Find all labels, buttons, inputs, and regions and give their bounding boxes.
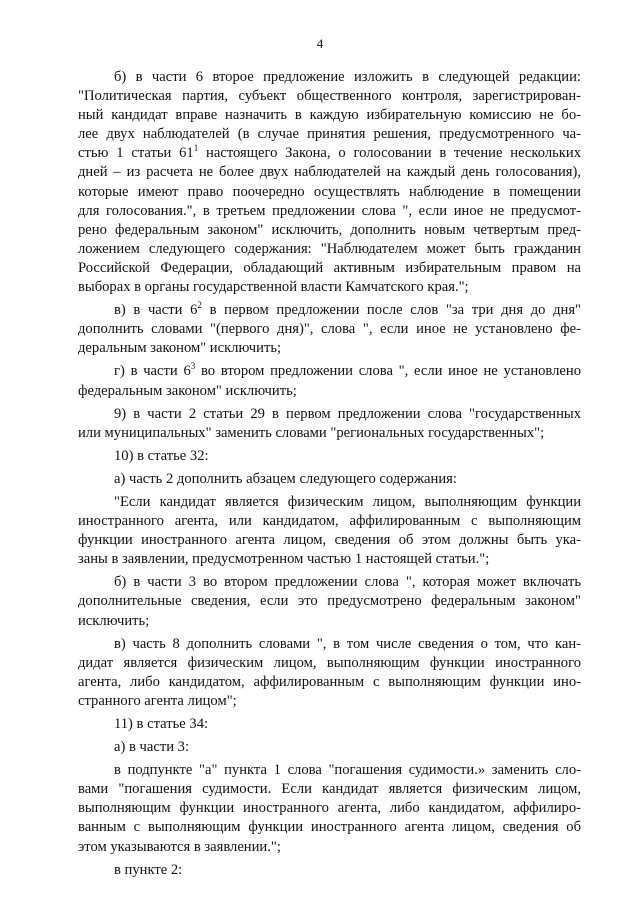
paragraph-line: которые имеют право поочередно осуществлять наблюдение в помещении [78,183,581,200]
paragraph-line: в подпункте "а" пункта 1 слова "погашения судимости.» заменить сло- [114,762,581,779]
paragraph-line: федеральным законом" исключить; [78,382,297,399]
text-run: в первом предложении после слов "за три дня до дня" [201,302,581,319]
paragraph-line: дней – из расчета не более двух наблюдателей на каждый день голосования), [78,164,581,181]
paragraph-line: б) в части 6 второе предложение изложить в следующей редакции: [114,69,581,85]
paragraph-line: агента, либо кандидатом, аффилированным с выполняющим функции ино- [78,673,581,690]
paragraph-line: заны в заявлении, предусмотренном частью 1 настоящей статьи."; [78,551,490,568]
paragraph-line: 11) в статье 34: [114,716,209,732]
paragraph-line: ложением следующего содержания: "Наблюдателем может быть гражданин [78,240,581,257]
paragraph-line: странного агента лицом"; [78,692,237,709]
document-body [78,68,581,880]
paragraph-line [78,144,581,163]
paragraph-line: функции иностранного агента лицом, сведения об этом должны быть ука- [78,532,581,549]
text-run: настоящего Закона, о голосовании в течение нескольких [198,145,581,162]
paragraph-line: для голосования.", в третьем предложении слова ", если иное не предусмот- [78,202,581,219]
paragraph-line: ный кандидат вправе назначить в каждую избирательную комиссию не бо- [78,107,581,124]
paragraph-line: 9) в части 2 статьи 29 в первом предложении слова "государственных [114,405,581,422]
paragraph-line: лее двух наблюдателей (в случае принятия решения, предусмотренного ча- [78,126,581,143]
paragraph-line: иностранного агента, или кандидатом, аффилированным с выполняющим [78,513,581,530]
superscript: 2 [197,300,202,311]
paragraph-line: деральным законом" исключить; [78,340,282,357]
paragraph-line: а) в части 3: [114,739,190,756]
paragraph-line: дидат является физическим лицом, выполняющим функции иностранного [78,654,581,671]
text-run: г) в части 6 [114,363,191,380]
superscript: 1 [193,143,199,154]
paragraph-line: выборах в органы государственной власти Камчатского края."; [78,279,469,296]
superscript: 3 [190,361,196,372]
text-run: в) в части 6 [114,302,198,319]
paragraph-line: а) часть 2 дополнить абзацем следующего содержания: [114,470,457,487]
paragraph-line: "Если кандидат является физическим лицом, выполняющим функции [114,493,581,510]
paragraph-line: ванным с выполняющим функции иностранного агента лицом, сведения об [78,819,581,836]
paragraph-line: выполняющим функции иностранного агента, либо кандидатом, аффилиро- [78,800,581,817]
paragraph-line: Российской Федерации, обладающий активным избирательным правом на [78,259,581,276]
text-run: стью 1 статьи 61 [78,145,194,162]
paragraph-line [78,362,581,381]
paragraph-line: "Политическая партия, субъект общественного контроля, зарегистрирован- [78,88,581,105]
page-number: 4 [316,36,324,51]
paragraph-line: дополнительные сведения, если это предусмотрено федеральным законом" [78,593,581,610]
paragraph-line: рено федеральным законом" исключить, дополнить новым четвертым пред- [78,221,581,238]
paragraph-line: в пункте 2: [114,861,183,878]
paragraph-line: 10) в статье 32: [114,447,209,464]
paragraph-line: б) в части 3 во втором предложении слова ", которая может включать [114,574,581,591]
paragraph-line: вами "погашения судимости. Если кандидат является физическим лицом, [78,781,581,798]
paragraph-line [78,301,581,320]
text-run: во втором предложении слова ", если иное не установлено [195,363,581,380]
paragraph-line: этом указываются в заявлении."; [78,838,281,855]
paragraph-line: в) часть 8 дополнить словами ", в том числе сведения о том, что кан- [114,635,581,652]
paragraph-line: исключить; [78,612,150,629]
paragraph-line: или муниципальных" заменить словами "региональных государственных"; [78,424,545,441]
paragraph-line: дополнить словами "(первого дня)", слова ", если иное не установлено фе- [78,321,581,338]
